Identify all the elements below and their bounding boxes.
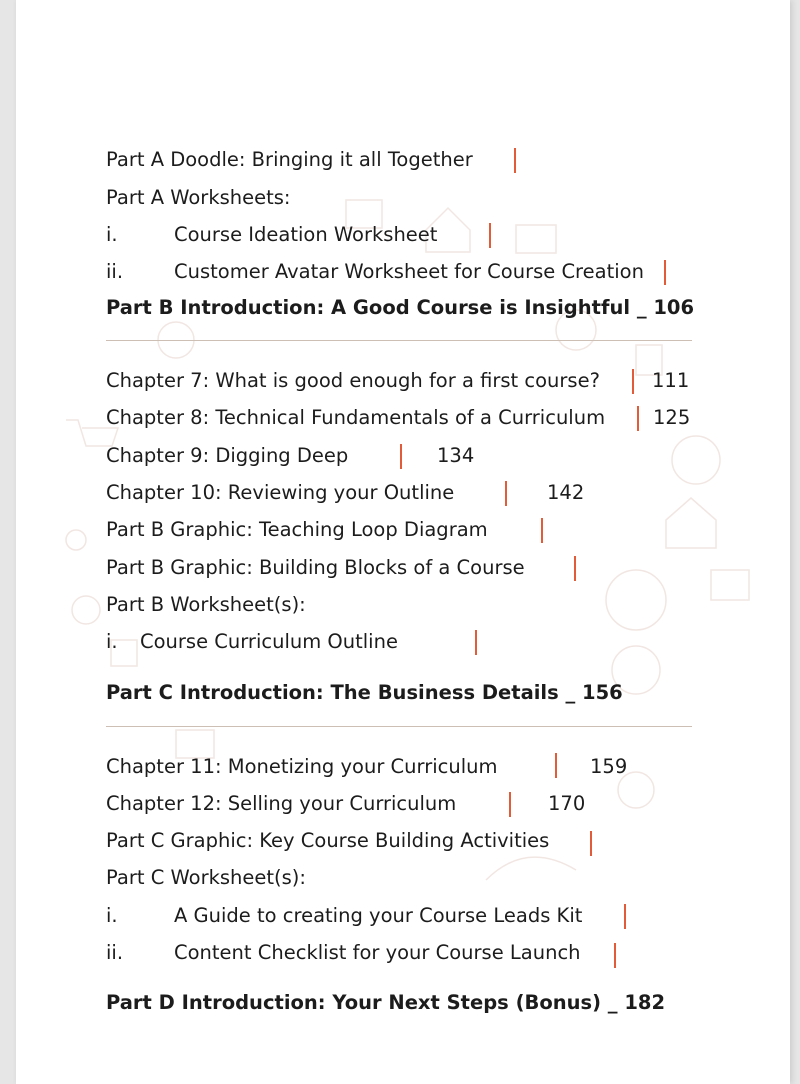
toc-part-b-introduction[interactable] xyxy=(106,292,694,324)
toc-chapter-9[interactable] xyxy=(106,440,475,472)
page-separator xyxy=(574,556,576,581)
list-numeral: i. xyxy=(106,223,118,246)
toc-part-a-worksheets[interactable] xyxy=(106,182,291,214)
page-separator xyxy=(624,904,626,929)
graduation-icon xyxy=(672,436,720,484)
hand-icon xyxy=(486,857,576,880)
page-separator xyxy=(509,792,511,817)
toc-entry-title: Customer Avatar Worksheet for Course Creation xyxy=(174,260,644,283)
page-number: 159 xyxy=(590,755,628,778)
list-numeral: i. xyxy=(106,630,118,653)
page-separator xyxy=(400,444,402,469)
toc-entry-title: Part C Graphic: Key Course Building Activities xyxy=(106,829,550,852)
toc-chapter-12[interactable] xyxy=(106,788,586,820)
video-icon xyxy=(516,225,556,253)
house-icon-2 xyxy=(666,498,716,548)
toc-part-c-graphic[interactable] xyxy=(106,825,549,857)
page-separator xyxy=(555,753,557,778)
section-divider xyxy=(106,340,692,341)
toc-section-heading: Part C Introduction: The Business Details _ 156 xyxy=(106,681,623,704)
toc-entry-title: A Guide to creating your Course Leads Kit xyxy=(174,904,583,927)
toc-chapter-10[interactable] xyxy=(106,477,585,509)
toc-entry-title: Part C Worksheet(s): xyxy=(106,866,306,889)
list-numeral: ii. xyxy=(106,941,124,964)
toc-entry-title: Part B Worksheet(s): xyxy=(106,593,306,616)
toc-part-c-worksheets[interactable] xyxy=(106,862,306,894)
toc-section-heading: Part D Introduction: Your Next Steps (Bonus) _ 182 xyxy=(106,991,666,1014)
toc-entry-title: Content Checklist for your Course Launch xyxy=(174,941,581,964)
toc-entry-title: Chapter 10: Reviewing your Outline xyxy=(106,481,455,504)
document-page xyxy=(16,0,790,1084)
page-number: 134 xyxy=(437,444,475,467)
screen-icon xyxy=(711,570,749,600)
toc-entry-title: Course Ideation Worksheet xyxy=(174,223,438,246)
page-separator xyxy=(614,943,616,968)
page-separator xyxy=(489,223,491,248)
toc-part-a-doodle[interactable] xyxy=(106,144,473,176)
bug-icon xyxy=(606,570,666,630)
toc-chapter-7[interactable] xyxy=(106,365,690,397)
toc-part-b-graphic-1[interactable] xyxy=(106,514,488,546)
page-separator xyxy=(514,148,516,173)
page-number: 170 xyxy=(548,792,586,815)
toc-entry-title: Course Curriculum Outline xyxy=(140,630,398,653)
toc-entry-title: Chapter 11: Monetizing your Curriculum xyxy=(106,755,498,778)
toc-entry-title: Part A Worksheets: xyxy=(106,186,291,209)
toc-entry-title: Chapter 7: What is good enough for a first course? xyxy=(106,369,600,392)
circle-deco-2 xyxy=(66,530,86,550)
toc-part-c-introduction[interactable] xyxy=(106,677,623,709)
page-separator xyxy=(637,406,639,431)
circle-deco-1 xyxy=(72,596,100,624)
toc-entry-title: Part B Graphic: Building Blocks of a Course xyxy=(106,556,525,579)
toc-entry-title: Chapter 8: Technical Fundamentals of a Curriculum xyxy=(106,406,606,429)
toc-part-d-introduction[interactable] xyxy=(106,987,665,1019)
page-separator xyxy=(475,630,477,655)
toc-chapter-11[interactable] xyxy=(106,751,628,783)
page-number: 111 xyxy=(652,369,690,392)
toc-section-heading: Part B Introduction: A Good Course is Insightful _ 106 xyxy=(106,296,695,319)
page-number: 142 xyxy=(547,481,585,504)
toc-part-b-graphic-2[interactable] xyxy=(106,552,525,584)
page-separator xyxy=(541,518,543,543)
page-separator xyxy=(505,481,507,506)
toc-entry-title: Part B Graphic: Teaching Loop Diagram xyxy=(106,518,488,541)
section-divider xyxy=(106,726,692,727)
list-numeral: ii. xyxy=(106,260,124,283)
page-separator xyxy=(590,831,592,856)
toc-part-b-worksheets[interactable] xyxy=(106,589,306,621)
page-separator xyxy=(664,260,666,285)
list-numeral: i. xyxy=(106,904,118,927)
toc-entry-title: Part A Doodle: Bringing it all Together xyxy=(106,148,473,171)
page-separator xyxy=(632,369,634,394)
toc-entry-title: Chapter 9: Digging Deep xyxy=(106,444,349,467)
toc-chapter-8[interactable] xyxy=(106,402,691,434)
toc-entry-title: Chapter 12: Selling your Curriculum xyxy=(106,792,457,815)
page-number: 125 xyxy=(653,406,691,429)
